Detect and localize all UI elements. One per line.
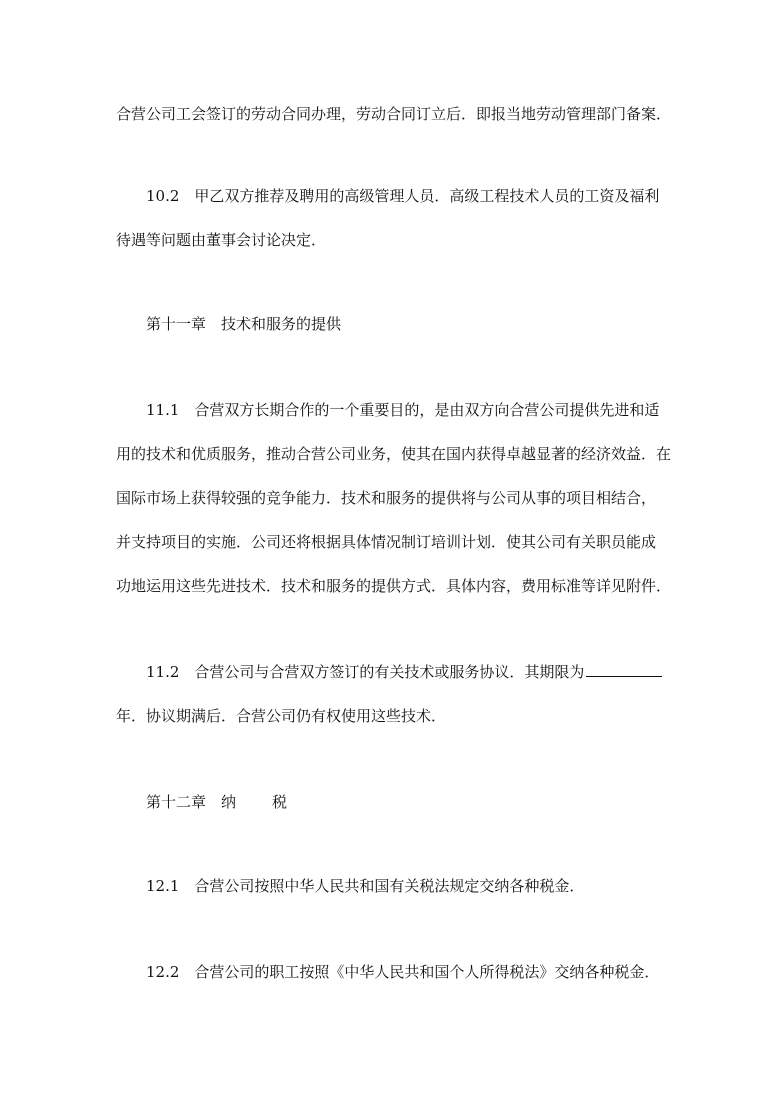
term-years-blank[interactable]	[586, 662, 662, 677]
clause-10-2-line-1: 10.2 甲乙双方推荐及聘用的高级管理人员．高级工程技术人员的工资及福利	[146, 187, 660, 205]
clause-11-1-line-5: 功地运用这些先进技术．技术和服务的提供方式．具体内容，费用标准等详见附件．	[116, 577, 672, 595]
paragraph-labor-contract-line: 合营公司工会签订的劳动合同办理，劳动合同订立后．即报当地劳动管理部门备案．	[116, 105, 672, 123]
chapter-11-heading: 第十一章 技术和服务的提供	[146, 315, 342, 333]
clause-11-2-line-1	[146, 662, 662, 682]
chapter-12-heading-part-b: 税	[272, 793, 288, 811]
clause-11-1-line-4: 并支持项目的实施．公司还将根据具体情况制订培训计划．使其公司有关职员能成	[116, 533, 657, 551]
clause-12-1-line: 12.1 合营公司按照中华人民共和国有关税法规定交纳各种税金．	[146, 877, 585, 895]
clause-12-2-line: 12.2 合营公司的职工按照《中华人民共和国个人所得税法》交纳各种税金．	[146, 963, 660, 981]
clause-10-2-line-2: 待遇等问题由董事会讨论决定．	[116, 231, 327, 249]
clause-11-1-line-1: 11.1 合营双方长期合作的一个重要目的，是由双方向合营公司提供先进和适	[146, 401, 660, 419]
chapter-12-heading	[146, 792, 287, 812]
chapter-12-heading-part-a: 第十二章 纳	[146, 793, 237, 811]
clause-11-1-line-3: 国际市场上获得较强的竞争能力．技术和服务的提供将与公司从事的项目相结合，	[116, 489, 657, 507]
clause-11-1-line-2: 用的技术和优质服务，推动合营公司业务，使其在国内获得卓越显著的经济效益．在	[116, 445, 672, 463]
clause-11-2-line-2: 年．协议期满后．合营公司仍有权使用这些技术．	[116, 707, 447, 725]
clause-11-2-text: 11.2 合营公司与合营双方签订的有关技术或服务协议．其期限为	[146, 663, 585, 681]
